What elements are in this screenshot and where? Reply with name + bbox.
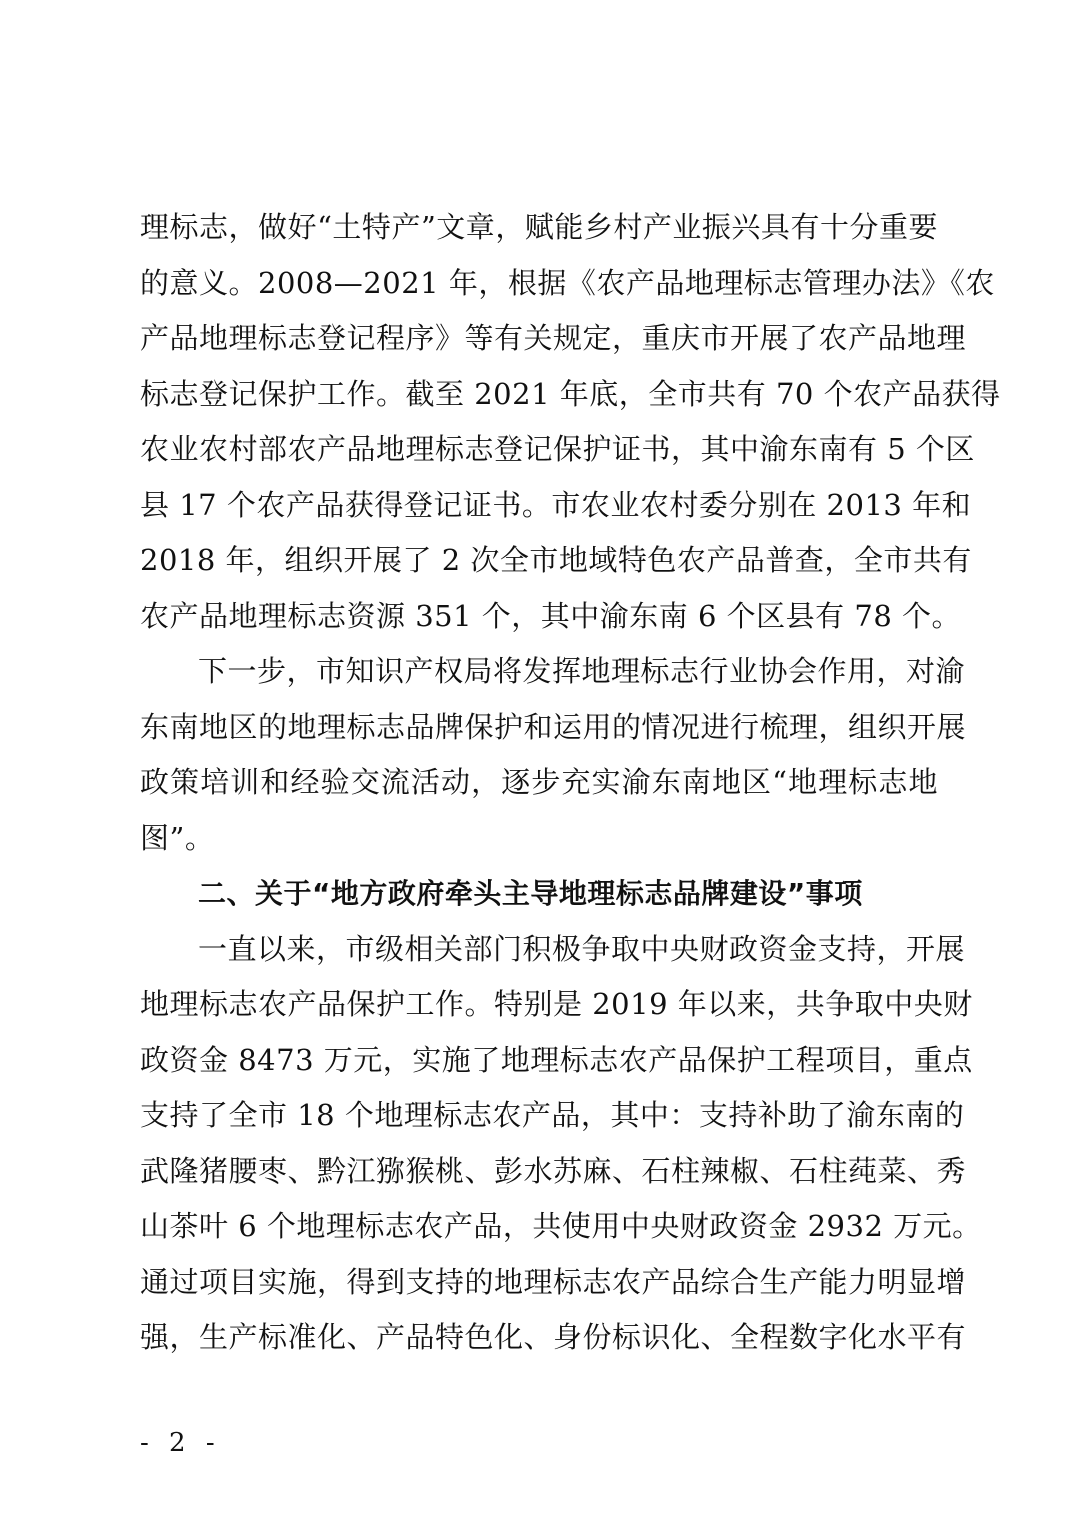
paragraph-line: 的意义。2008—2021 年，根据《农产品地理标志管理办法》《农 (140, 265, 995, 300)
paragraph-line: 通过项目实施，得到支持的地理标志农产品综合生产能力明显增 (140, 1264, 967, 1299)
page-number: - 2 - (140, 1428, 221, 1458)
paragraph-line: 东南地区的地理标志品牌保护和运用的情况进行梳理，组织开展 (140, 709, 967, 744)
paragraph-line: 下一步，市知识产权局将发挥地理标志行业协会作用，对渝 (198, 654, 966, 688)
paragraph-line: 图”。 (140, 820, 215, 855)
paragraph-line: 县 17 个农产品获得登记证书。市农业农村委分别在 2013 年和 (140, 487, 972, 522)
paragraph-line: 政策培训和经验交流活动，逐步充实渝东南地区“地理标志地 (140, 765, 938, 799)
paragraph-line: 农产品地理标志资源 351 个，其中渝东南 6 个区县有 78 个。 (140, 598, 962, 633)
paragraph-line: 支持了全市 18 个地理标志农产品，其中：支持补助了渝东南的 (140, 1098, 965, 1132)
paragraph-line: 政资金 8473 万元，实施了地理标志农产品保护工程项目，重点 (140, 1042, 973, 1077)
paragraph-line: 2018 年，组织开展了 2 次全市地域特色农产品普查，全市共有 (140, 543, 972, 577)
paragraph-line: 产品地理标志登记程序》等有关规定，重庆市开展了农产品地理 (140, 321, 967, 355)
paragraph-line: 理标志，做好“土特产”文章，赋能乡村产业振兴具有十分重要 (140, 210, 938, 244)
paragraph-line: 武隆猪腰枣、黔江猕猴桃、彭水苏麻、石柱辣椒、石柱莼菜、秀 (140, 1153, 967, 1188)
paragraph-line: 标志登记保护工作。截至 2021 年底，全市共有 70 个农产品获得 (140, 376, 1001, 411)
body-text (140, 200, 1001, 1366)
paragraph-line: 山茶叶 6 个地理标志农产品，共使用中央财政资金 2932 万元。 (140, 1209, 982, 1243)
paragraph-line: 农业农村部农产品地理标志登记保护证书，其中渝东南有 5 个区 (140, 432, 975, 466)
paragraph-line: 一直以来，市级相关部门积极争取中央财政资金支持，开展 (198, 931, 966, 966)
paragraph-line: 地理标志农产品保护工作。特别是 2019 年以来，共争取中央财 (140, 987, 973, 1021)
paragraph-line: 强，生产标准化、产品特色化、身份标识化、全程数字化水平有 (140, 1320, 967, 1354)
section-heading: 二、关于“地方政府牵头主导地理标志品牌建设”事项 (198, 877, 863, 910)
